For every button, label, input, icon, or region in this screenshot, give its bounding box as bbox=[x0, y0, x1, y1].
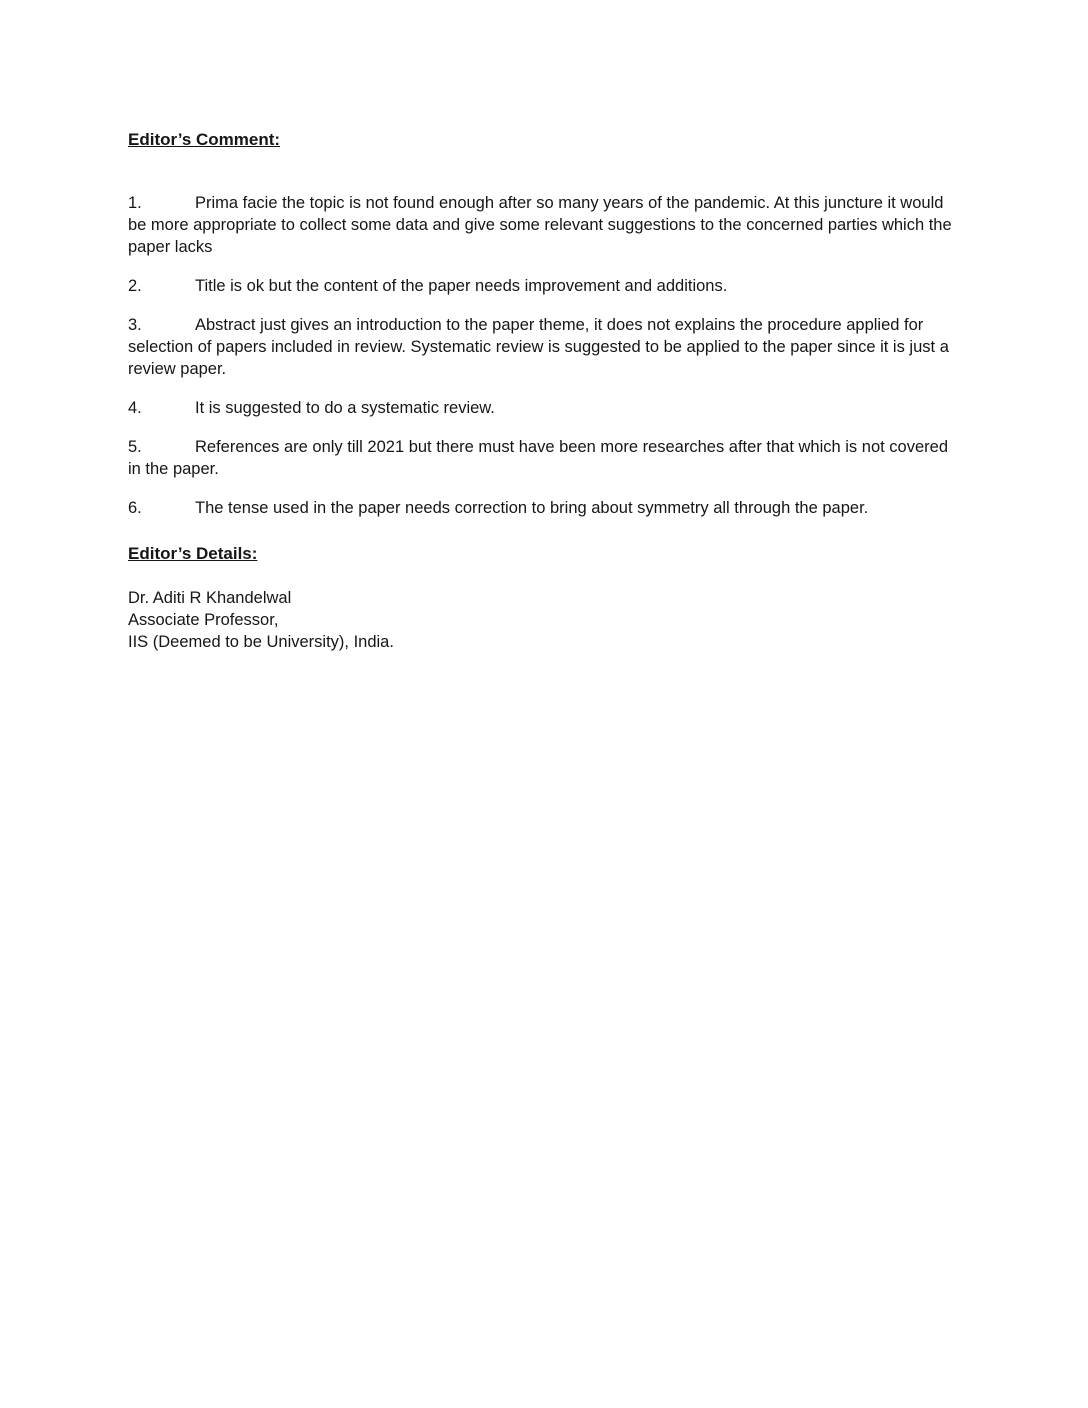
comment-number: 5. bbox=[128, 438, 142, 456]
comment-number: 6. bbox=[128, 499, 142, 517]
editors-comment-heading: Editor’s Comment: bbox=[128, 130, 281, 149]
comment-text: Prima facie the topic is not found enough after so many years of the pandemic. At this juncture it would be more appropriate to collect some data and give some relevant suggestions to the concerned parties which the paper lacks bbox=[128, 194, 952, 256]
editor-title: Associate Professor, bbox=[128, 611, 279, 629]
comment-text: The tense used in the paper needs correction to bring about symmetry all through the paper. bbox=[195, 499, 869, 517]
comment-item-2 bbox=[128, 275, 955, 297]
editor-name: Dr. Aditi R Khandelwal bbox=[128, 589, 292, 607]
comment-item-4 bbox=[128, 397, 955, 419]
editors-details-heading: Editor’s Details: bbox=[128, 544, 258, 563]
comment-item-6 bbox=[128, 497, 955, 519]
comment-number: 3. bbox=[128, 316, 142, 334]
comment-number: 1. bbox=[128, 194, 142, 212]
comment-number: 4. bbox=[128, 399, 142, 417]
editor-affiliation: IIS (Deemed to be University), India. bbox=[128, 633, 394, 651]
comment-number: 2. bbox=[128, 277, 142, 295]
comment-item-5 bbox=[128, 436, 955, 480]
comment-item-1 bbox=[128, 192, 955, 258]
editor-details-block bbox=[128, 587, 955, 653]
comment-text: Abstract just gives an introduction to the paper theme, it does not explains the procedure applied for selection of papers included in review. Systematic review is suggested to be applied to the paper since it is just a review paper. bbox=[128, 316, 949, 378]
comment-text: Title is ok but the content of the paper needs improvement and additions. bbox=[195, 277, 728, 295]
comment-text: References are only till 2021 but there must have been more researches after that which is not covered in the paper. bbox=[128, 438, 948, 478]
comment-text: It is suggested to do a systematic review. bbox=[195, 399, 495, 417]
comment-item-3 bbox=[128, 314, 955, 380]
